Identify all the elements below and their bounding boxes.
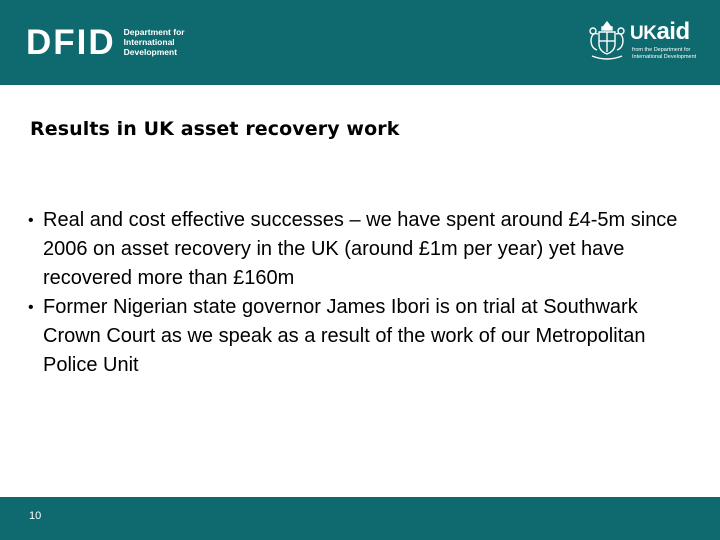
ukaid-uk: UK (630, 23, 657, 44)
header-bar (0, 0, 720, 85)
page-number: 10 (29, 510, 42, 522)
royal-crest-icon (586, 18, 628, 62)
dfid-line-3: Development (123, 47, 178, 57)
bullet-list (28, 206, 698, 380)
dfid-wordmark: DFID (26, 22, 116, 62)
bullet-item (28, 293, 698, 380)
dfid-line-1: Department for (123, 27, 185, 37)
bullet-item (28, 206, 698, 293)
bullet-text: Real and cost effective successes – we have spent around £4-5m since 2006 on asset recovery in the UK (around £1m per year) yet have recovered more than £160m (43, 209, 678, 289)
dfid-line-2: International (123, 37, 175, 47)
ukaid-logo (586, 16, 701, 66)
bullet-text: Former Nigerian state governor James Ibori is on trial at Southwark Crown Court as we speak as a result of the work of our Metropolitan Police Unit (43, 296, 646, 376)
ukaid-tagline: from the Department for International Development (632, 47, 697, 60)
bullet-icon: • (28, 299, 34, 316)
dfid-logo (26, 22, 185, 62)
ukaid-aid: aid (656, 18, 690, 45)
bullet-icon: • (28, 212, 34, 229)
slide-title: Results in UK asset recovery work (30, 118, 400, 140)
dfid-department-name (124, 27, 185, 57)
ukaid-wordmark (630, 20, 690, 44)
footer-bar (0, 497, 720, 540)
